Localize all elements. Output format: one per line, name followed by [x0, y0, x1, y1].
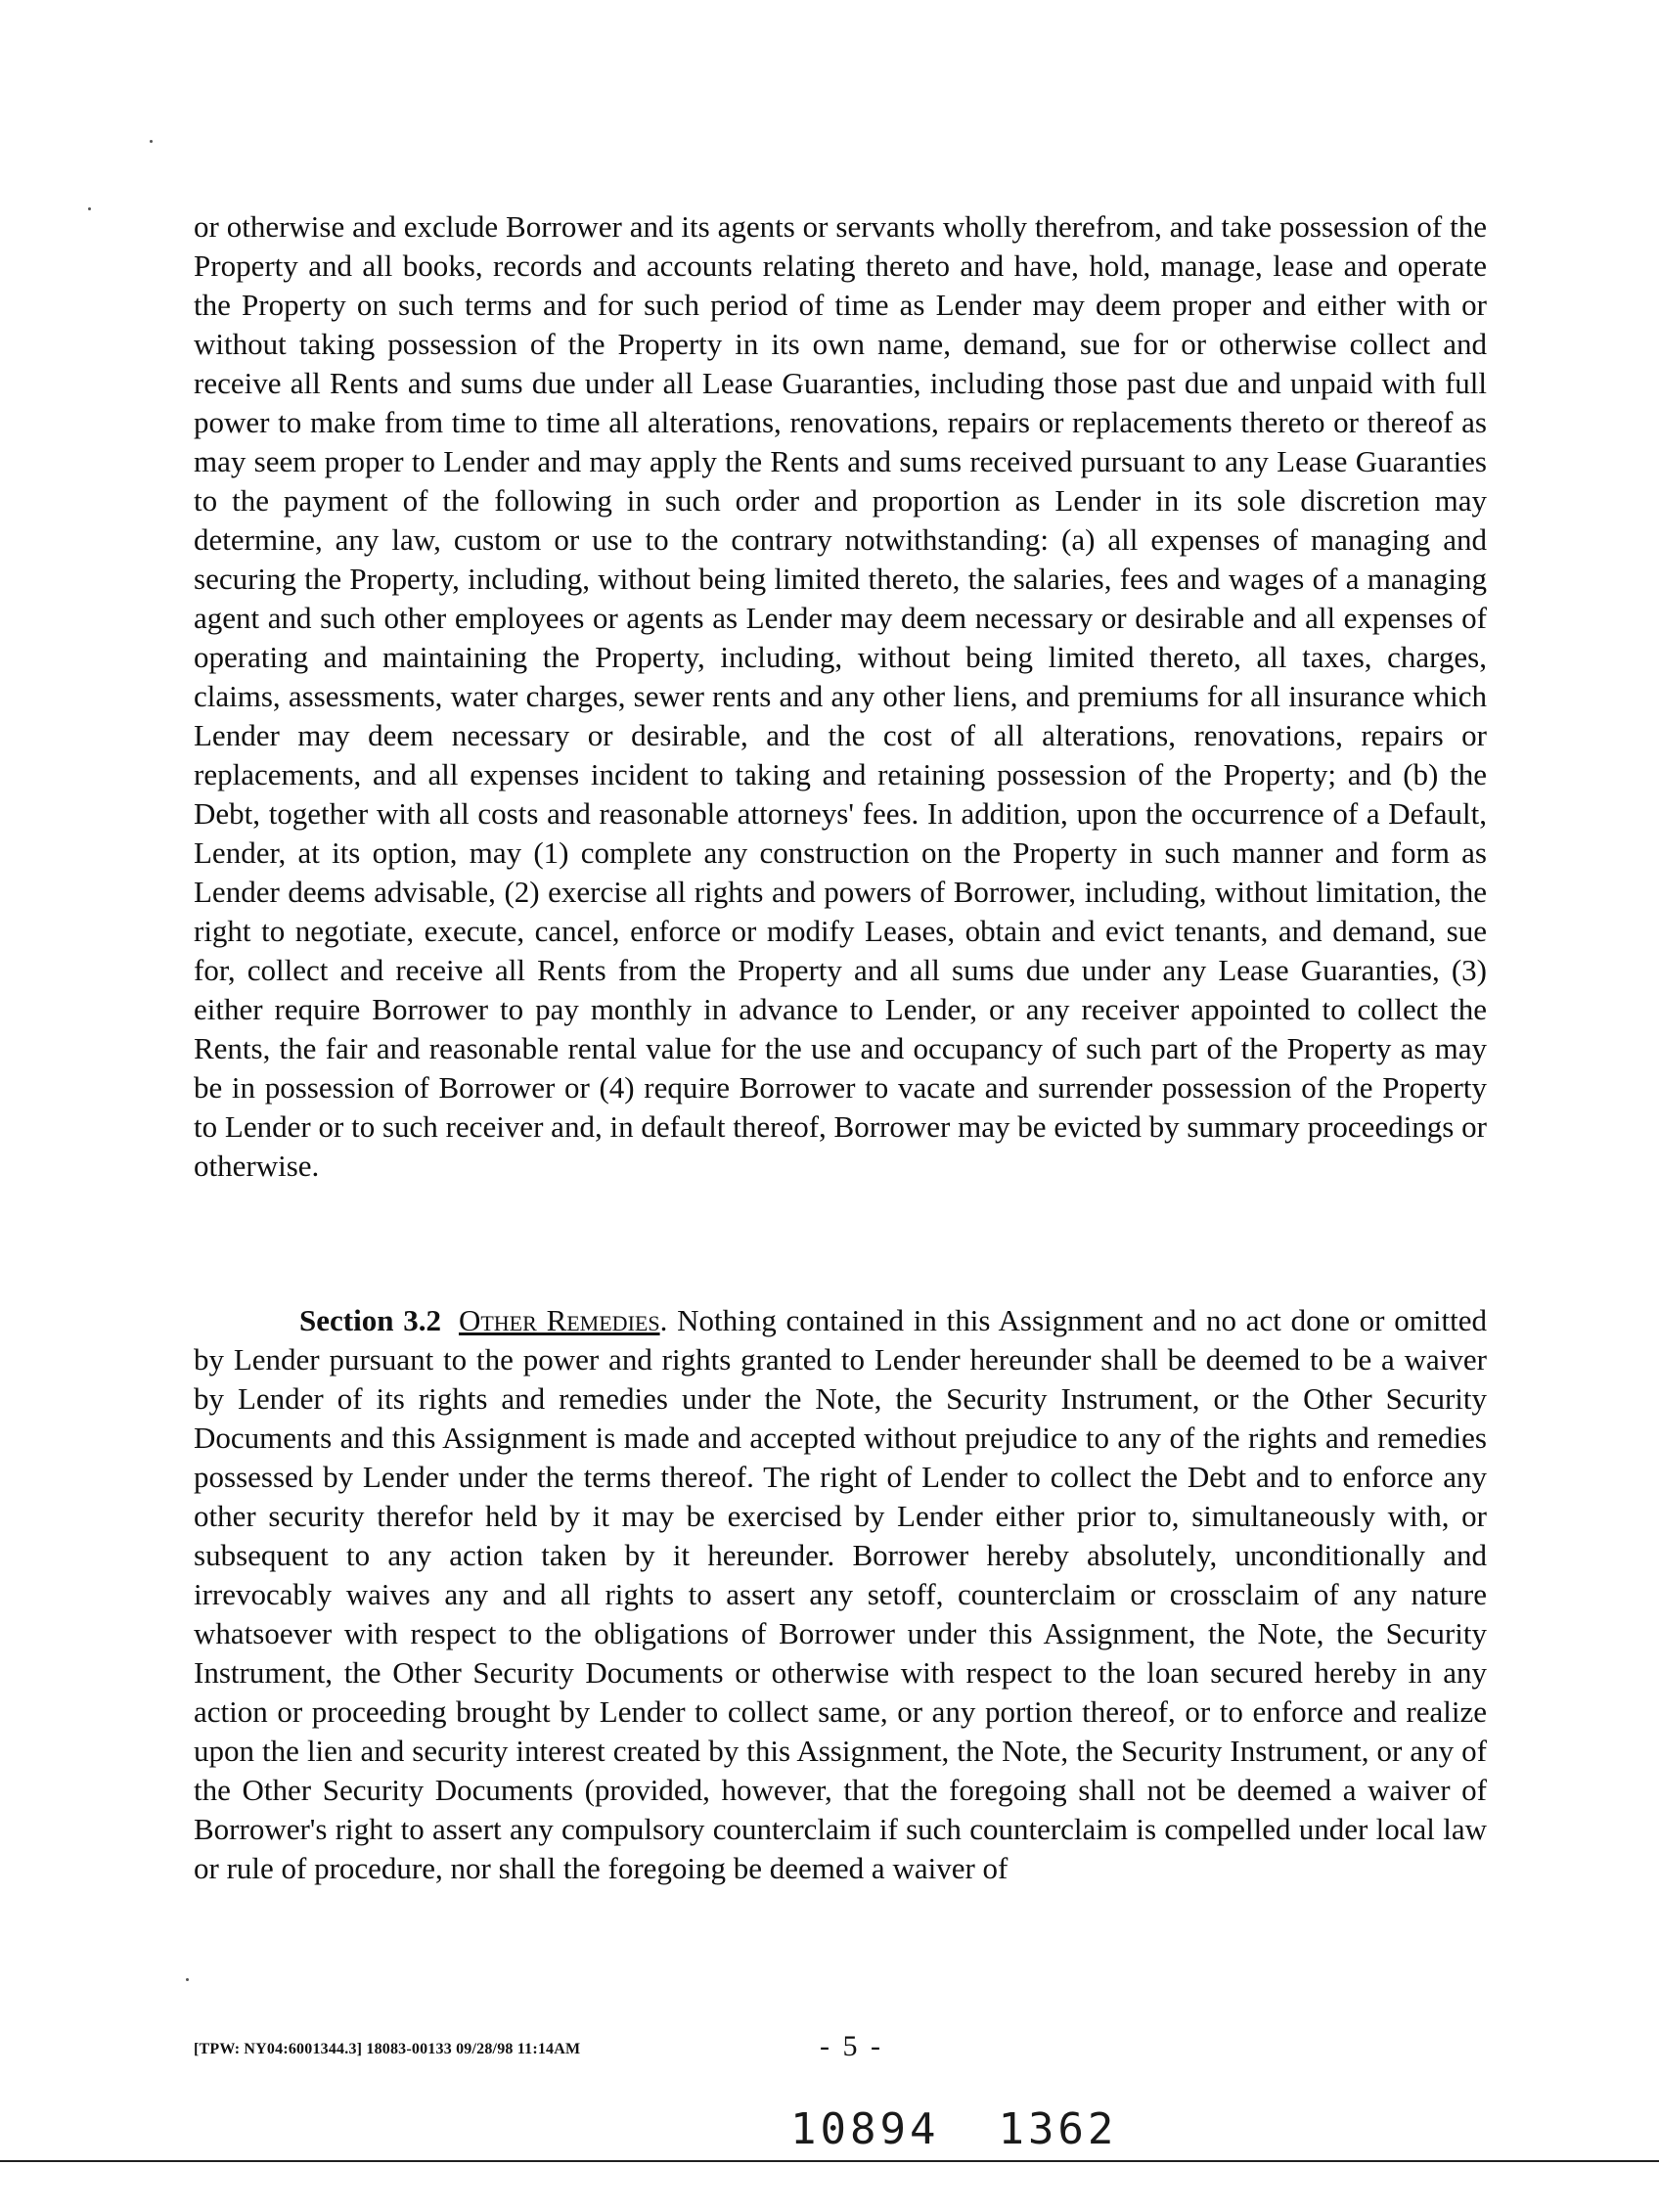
page-number: - 5 - — [820, 2030, 883, 2062]
scan-speck — [88, 207, 91, 210]
recording-page-number: 1362 — [998, 2104, 1118, 2154]
section-body: . Nothing contained in this Assignment and no act done or omitted by Lender pursuant to the power and rights granted to Lender hereunder shall be deemed to be a waiver by Lender of its rights and remedies under the Note, the Security Instrument, or the Other Security Documents and this Assignment is made and accepted without prejudice to any of the rights and remedies possessed by Lender under the terms thereof. The right of Lender to collect the Debt and to enforce any other security therefor held by it may be exercised by Lender either prior to, simultaneously with, or subsequent to any action taken by it hereunder. Borrower hereby absolutely, unconditionally and irrevocably waives any and all rights to assert any setoff, counterclaim or crossclaim of any nature whatsoever with respect to the obligations of Borrower under this Assignment, the Note, the Security Instrument, the Other Security Documents or otherwise with respect to the loan secured hereby in any action or proceeding brought by Lender to collect same, or any portion thereof, or to enforce and realize upon the lien and security interest created by this Assignment, the Note, the Security Instrument, or any of the Other Security Documents (provided, however, that the foregoing shall not be deemed a waiver of Borrower's right to assert any compulsory counterclaim if such counterclaim is compelled under local law or rule of procedure, nor shall the foregoing be deemed a waiver of — [194, 1303, 1487, 1885]
scan-speck — [186, 1978, 189, 1981]
scan-speck — [150, 140, 153, 143]
recording-book-number: 10894 — [790, 2104, 940, 2154]
body-paragraph-continued: or otherwise and exclude Borrower and its agents or servants wholly therefrom, and take possession of the Property and all books, records and accounts relating thereto and have, hold, manage, lease and operate the Property on such terms and for such period of time as Lender may deem proper and either with or without taking possession of the Property in its own name, demand, sue for or otherwise collect and receive all Rents and sums due under all Lease Guaranties, including those past due and unpaid with full power to make from time to time all alterations, renovations, repairs or replacements thereto or thereof as may seem proper to Lender and may apply the Rents and sums received pursuant to any Lease Guaranties to the payment of the following in such order and proportion as Lender in its sole discretion may determine, any law, custom or use to the contrary notwithstanding: (a) all expenses of managing and securing the Property, including, without being limited thereto, the salaries, fees and wages of a managing agent and such other employees or agents as Lender may deem necessary or desirable and all expenses of operating and maintaining the Property, including, without being limited thereto, all taxes, charges, claims, assessments, water charges, sewer rents and any other liens, and premiums for all insurance which Lender may deem necessary or desirable, and the cost of all alterations, renovations, repairs or replacements, and all expenses incident to taking and retaining possession of the Property; and (b) the Debt, together with all costs and reasonable attorneys' fees. In addition, upon the occurrence of a Default, Lender, at its option, may (1) complete any construction on the Property in such manner and form as Lender deems advisable, (2) exercise all rights and powers of Borrower, including, without limitation, the right to negotiate, execute, cancel, enforce or modify Leases, obtain and evict tenants, and demand, sue for, collect and receive all Rents from the Property and all sums due under any Lease Guaranties, (3) either require Borrower to pay monthly in advance to Lender, or any receiver appointed to collect the Rents, the fair and reasonable rental value for the use and occupancy of such part of the Property as may be in possession of Borrower or (4) require Borrower to vacate and surrender possession of the Property to Lender or to such receiver and, in default thereof, Borrower may be evicted by summary proceedings or otherwise. — [194, 209, 1487, 1183]
section-3-2-paragraph — [194, 1301, 1487, 1888]
recording-stamp — [790, 2104, 1117, 2154]
section-number: Section 3.2 — [299, 1303, 441, 1337]
bottom-rule — [0, 2160, 1659, 2162]
section-heading: Other Remedies — [458, 1303, 660, 1337]
document-reference-code: [TPW: NY04:6001344.3] 18083-00133 09/28/98 11:14AM — [194, 2041, 581, 2057]
